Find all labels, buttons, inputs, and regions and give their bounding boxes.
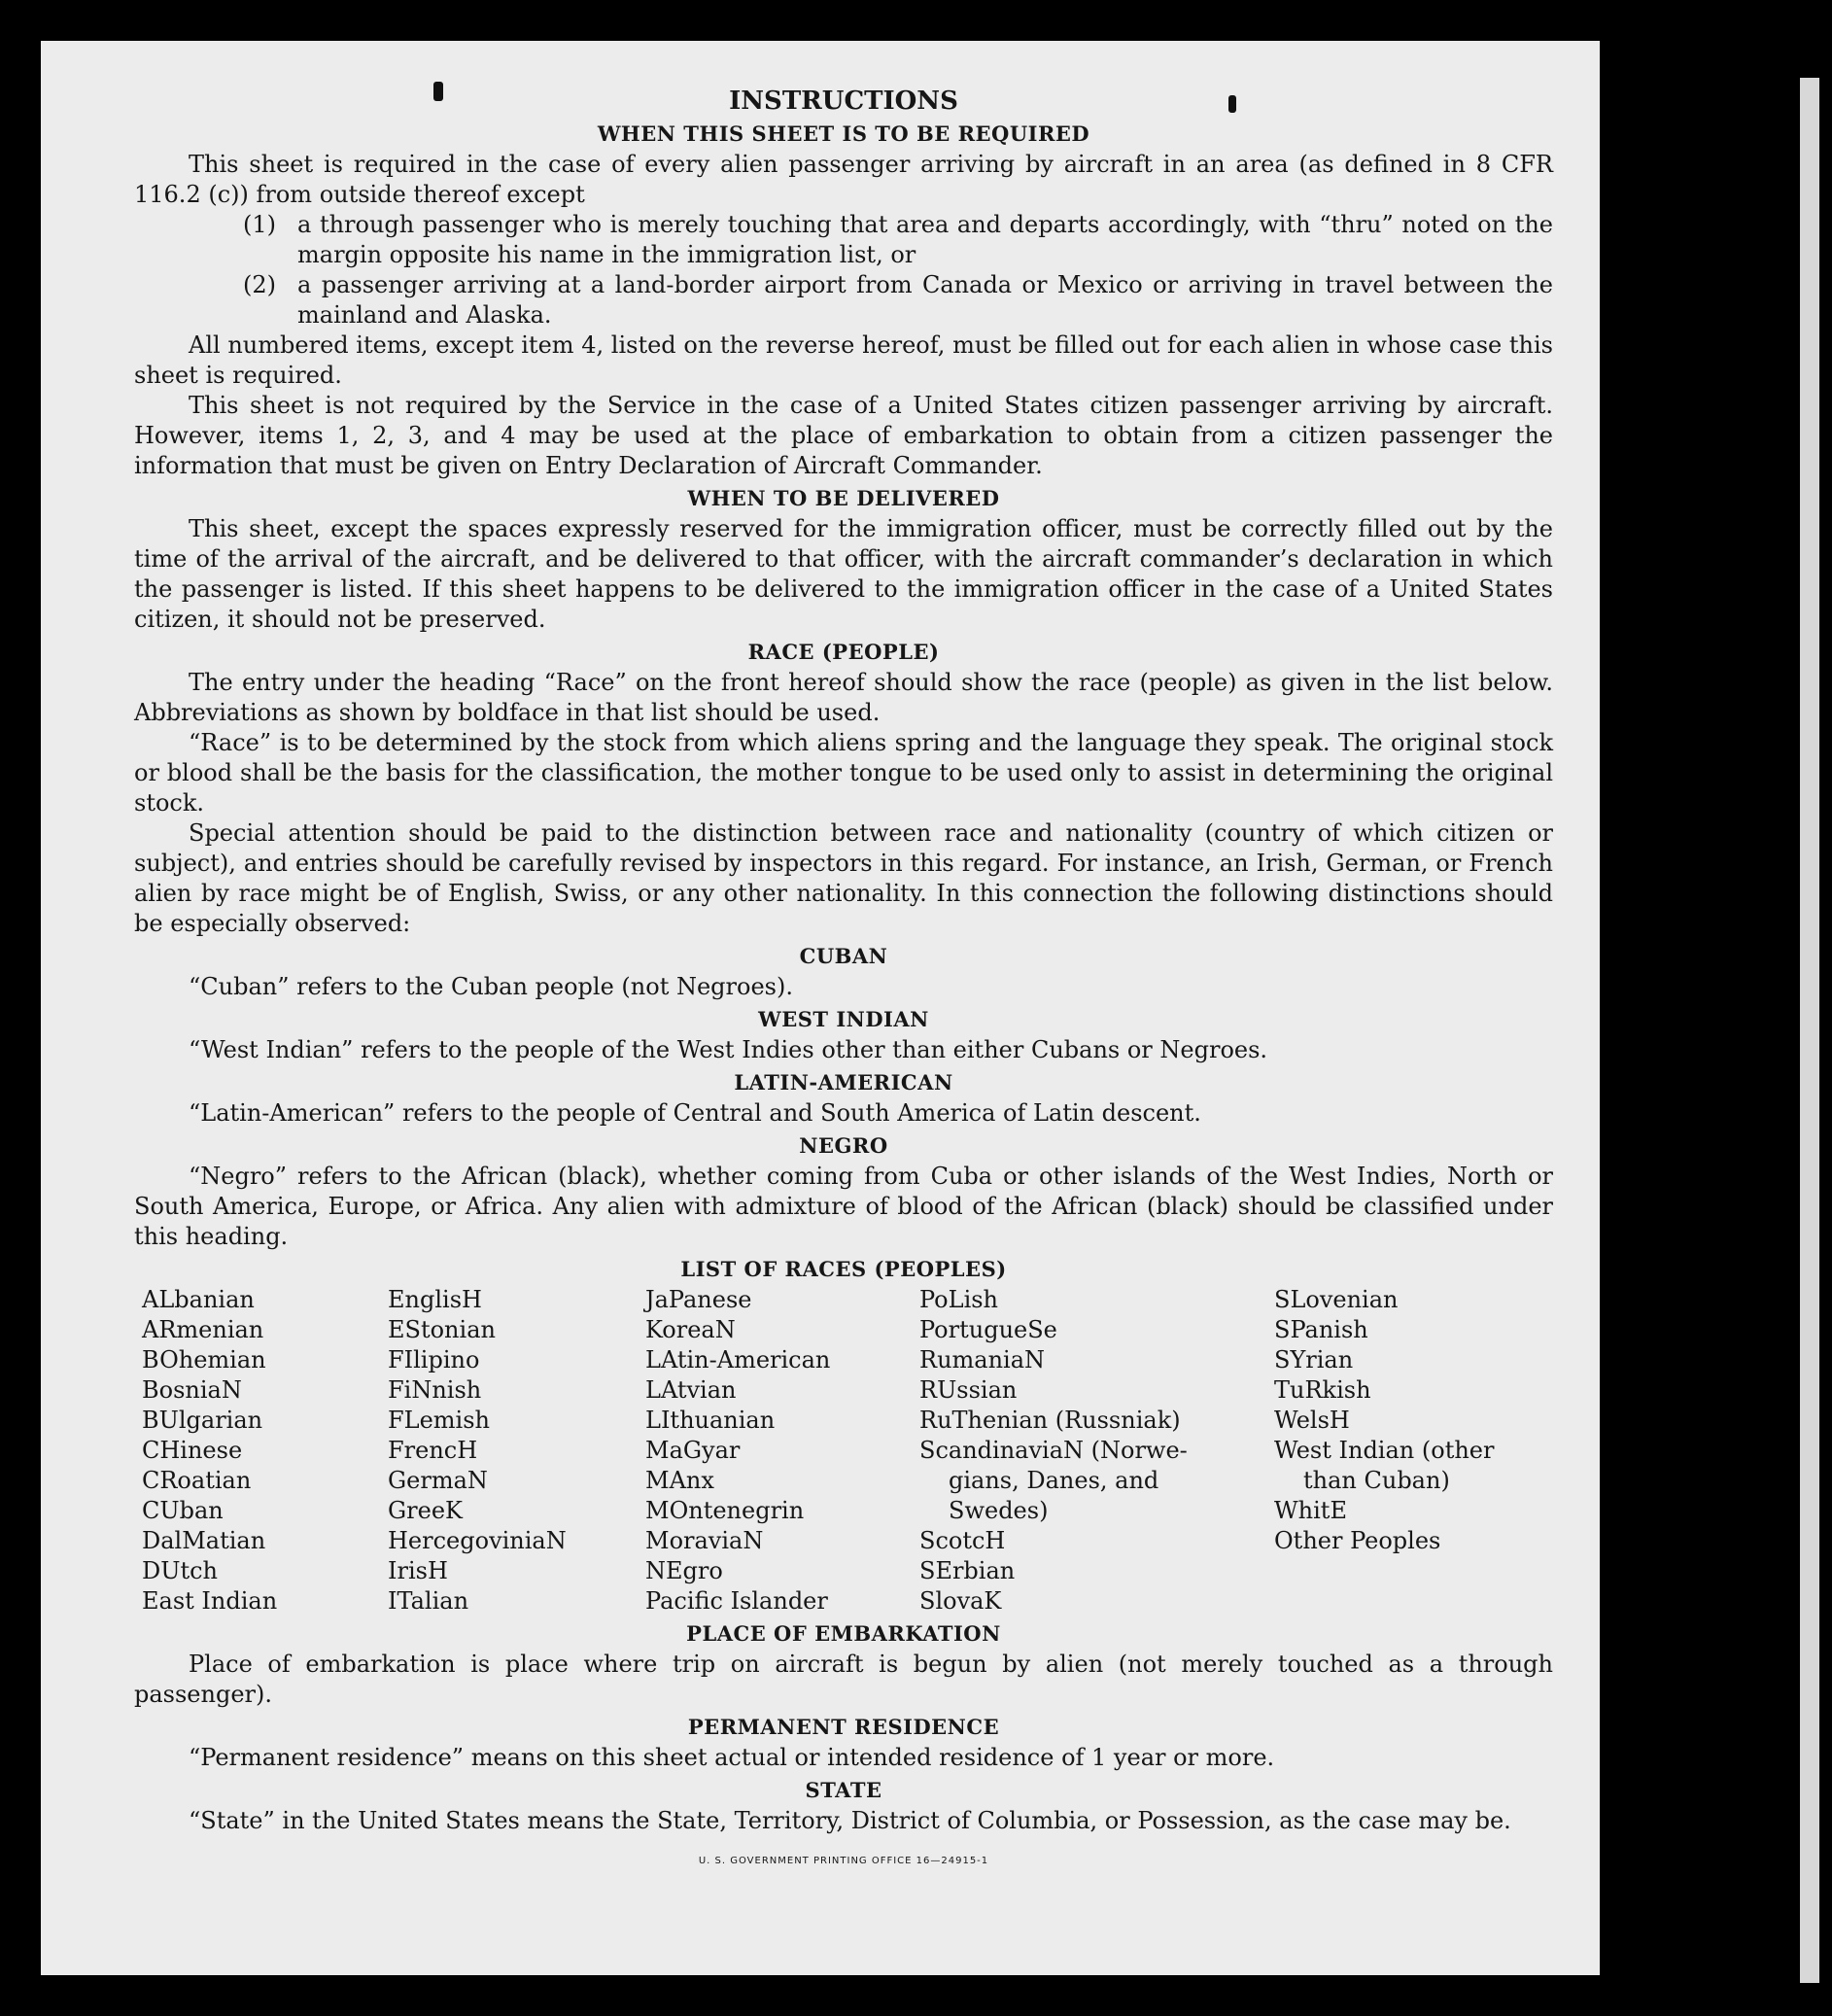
race-entry: TuRkish: [1274, 1376, 1371, 1404]
heading-permanent-residence: PERMANENT RESIDENCE: [687, 1715, 1000, 1739]
race-entry: HercegoviniaN: [388, 1527, 567, 1554]
race-entry: CUban: [142, 1497, 224, 1524]
heading-embarkation: PLACE OF EMBARKATION: [686, 1621, 1001, 1646]
race-entry: EnglisH: [388, 1286, 482, 1313]
race-entry: PortugueSe: [919, 1316, 1057, 1343]
race-entry: JaPanese: [645, 1286, 752, 1313]
race-entry: ARmenian: [142, 1316, 264, 1343]
race-column: [1274, 1285, 1527, 1616]
race-entry: SPanish: [1274, 1316, 1368, 1343]
race-entry: ALbanian: [142, 1286, 255, 1313]
race-entry: FLemish: [388, 1407, 490, 1434]
item-text: a through passenger who is merely touching that area and departs accordingly, with “thru” noted on the margin opposite his name in the immigration list, or: [297, 211, 1553, 268]
race-column: [142, 1285, 388, 1616]
race-entry: NEgro: [645, 1557, 723, 1584]
heading-negro: NEGRO: [799, 1133, 888, 1158]
race-entry: MoraviaN: [645, 1527, 764, 1554]
race-entry: WhitE: [1274, 1497, 1347, 1524]
heading-west-indian: WEST INDIAN: [758, 1007, 929, 1031]
heading-when-required: WHEN THIS SHEET IS TO BE REQUIRED: [597, 122, 1090, 146]
heading-latin-american: LATIN-AMERICAN: [734, 1070, 953, 1095]
race-entry: SErbian: [919, 1557, 1016, 1584]
race-column: [645, 1285, 919, 1616]
race-entry: WelsH: [1274, 1407, 1350, 1434]
race-column: [919, 1285, 1274, 1616]
paragraph: The entry under the heading “Race” on the front hereof should show the race (people) as given in the list below. Abbreviations as shown by boldface in that list should be used.: [134, 669, 1553, 726]
page-title: INSTRUCTIONS: [729, 87, 958, 116]
item-text: a passenger arriving at a land-border airport from Canada or Mexico or arriving in travel between the mainland and Alaska.: [297, 271, 1553, 329]
race-entry: SYrian: [1274, 1346, 1354, 1373]
race-entry: SLovenian: [1274, 1286, 1399, 1313]
paragraph: This sheet is required in the case of every alien passenger arriving by aircraft in an area (as defined in 8 CFR 116.2 (c)) from outside thereof except: [134, 151, 1553, 208]
race-entry: than Cuban): [1303, 1467, 1450, 1494]
race-entry: ScotcH: [919, 1527, 1006, 1554]
race-entry: RUssian: [919, 1376, 1018, 1404]
race-entry: East Indian: [142, 1587, 278, 1615]
race-entry: BOhemian: [142, 1346, 266, 1373]
race-entry: MAnx: [645, 1467, 714, 1494]
race-entry: ScandinaviaN (Norwe-: [919, 1437, 1188, 1464]
race-entry: ITalian: [388, 1587, 469, 1615]
paragraph: “Cuban” refers to the Cuban people (not Negroes).: [189, 973, 793, 1000]
item-number: (2): [243, 271, 276, 298]
race-entry: GermaN: [388, 1467, 488, 1494]
race-entry: MOntenegrin: [645, 1497, 805, 1524]
heading-state: STATE: [805, 1778, 882, 1802]
race-entry: Other Peoples: [1274, 1527, 1441, 1554]
paragraph: Special attention should be paid to the distinction between race and nationality (country of which citizen or subject), and entries should be carefully revised by inspectors in this regard. For instance, an Irish, German, or French alien by race might be of English, Swiss, or any other nationality. In this connection the following distinctions should be especially observed:: [134, 819, 1553, 937]
race-entry: DUtch: [142, 1557, 219, 1584]
race-entry: gians, Danes, and: [949, 1467, 1159, 1494]
race-entry: BosniaN: [142, 1376, 242, 1404]
race-entry: RumaniaN: [919, 1346, 1046, 1373]
race-entry: PoLish: [919, 1286, 999, 1313]
race-entry: SlovaK: [919, 1587, 1002, 1615]
paragraph: “Race” is to be determined by the stock from which aliens spring and the language they speak. The original stock or blood shall be the basis for the classification, the mother tongue to be used only to assist in determining the original stock.: [134, 729, 1553, 817]
numbered-item: [134, 270, 1553, 330]
race-entry: LAtin-American: [645, 1346, 831, 1373]
race-entry: CRoatian: [142, 1467, 252, 1494]
paragraph: Place of embarkation is place where trip on aircraft is begun by alien (not merely touched as a through passenger).: [134, 1651, 1553, 1708]
race-entry: EStonian: [388, 1316, 496, 1343]
adjacent-page-edge: [1800, 78, 1819, 1983]
heading-list-of-races: LIST OF RACES (PEOPLES): [680, 1257, 1007, 1281]
race-entry: GreeK: [388, 1497, 463, 1524]
race-entry: FIlipino: [388, 1346, 480, 1373]
printer-imprint: U. S. GOVERNMENT PRINTING OFFICE 16—24915-1: [698, 1856, 989, 1866]
race-entry: MaGyar: [645, 1437, 741, 1464]
race-entry: BUlgarian: [142, 1407, 263, 1434]
paragraph: This sheet, except the spaces expressly reserved for the immigration officer, must be correctly filled out by the time of the arrival of the aircraft, and be delivered to that officer, with the aircraft commander’s declaration in which the passenger is listed. If this sheet happens to be delivered to the immigration officer in the case of a United States citizen, it should not be preserved.: [134, 515, 1553, 633]
heading-race: RACE (PEOPLE): [747, 640, 940, 664]
race-entry: RuThenian (Russniak): [919, 1407, 1181, 1434]
paragraph: This sheet is not required by the Service in the case of a United States citizen passenger arriving by aircraft. However, items 1, 2, 3, and 4 may be used at the place of embarkation to obtain from a citizen passenger the information that must be given on Entry Declaration of Aircraft Commander.: [134, 392, 1553, 479]
paragraph: “Permanent residence” means on this sheet actual or intended residence of 1 year or more.: [189, 1744, 1275, 1771]
paragraph: “State” in the United States means the State, Territory, District of Columbia, or Possession, as the case may be.: [189, 1807, 1511, 1834]
race-entry: IrisH: [388, 1557, 448, 1584]
race-entry: DalMatian: [142, 1527, 266, 1554]
race-entry: Pacific Islander: [645, 1587, 828, 1615]
race-entry: Swedes): [949, 1497, 1049, 1524]
document-page: [41, 41, 1600, 1975]
race-entry: KoreaN: [645, 1316, 736, 1343]
numbered-item: [134, 210, 1553, 270]
paragraph: “Latin-American” refers to the people of Central and South America of Latin descent.: [189, 1099, 1201, 1127]
race-list: [142, 1285, 1553, 1616]
race-entry: West Indian (other: [1274, 1437, 1495, 1464]
race-entry: LAtvian: [645, 1376, 737, 1404]
race-entry: FrencH: [388, 1437, 478, 1464]
race-entry: LIthuanian: [645, 1407, 776, 1434]
heading-cuban: CUBAN: [799, 944, 888, 968]
race-entry: CHinese: [142, 1437, 243, 1464]
item-number: (1): [243, 211, 276, 238]
paragraph: All numbered items, except item 4, listed on the reverse hereof, must be filled out for each alien in whose case this sheet is required.: [134, 331, 1553, 389]
heading-when-delivered: WHEN TO BE DELIVERED: [687, 486, 1000, 510]
paragraph: “Negro” refers to the African (black), whether coming from Cuba or other islands of the West Indies, North or South America, Europe, or Africa. Any alien with admixture of blood of the African (black) should be classified under this heading.: [134, 1163, 1553, 1250]
race-entry: FiNnish: [388, 1376, 482, 1404]
race-column: [388, 1285, 645, 1616]
paragraph: “West Indian” refers to the people of the West Indies other than either Cubans or Negroes.: [189, 1036, 1268, 1063]
